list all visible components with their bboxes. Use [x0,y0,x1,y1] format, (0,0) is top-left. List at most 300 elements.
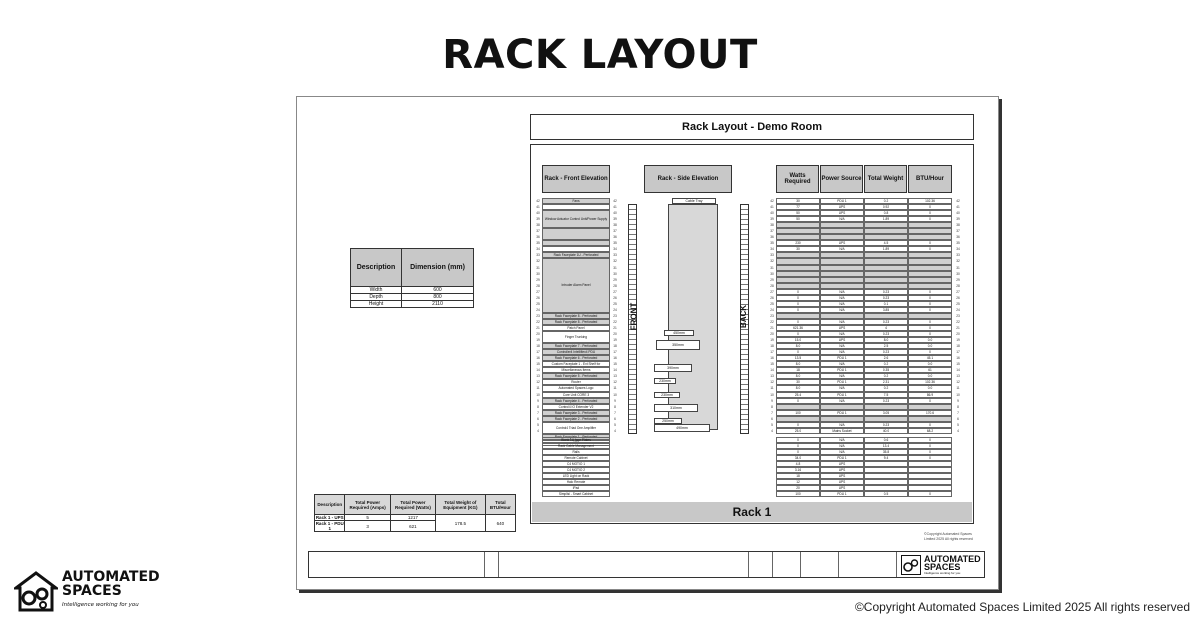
table-cell: 0 [776,443,820,449]
unit-number: 37 [770,229,774,234]
summary-cell: 1217 [390,515,435,521]
unit-number: 27 [613,289,617,294]
unit-number: 27 [956,289,960,294]
unit-number: 42 [536,199,540,203]
unit-number: 19 [956,338,960,343]
unit-number: 24 [770,307,774,312]
table-cell: UPS [820,461,864,467]
unit-number: 14 [956,368,960,373]
rack-unit[interactable]: Patch Panel [542,325,610,331]
title-block-sheet [839,552,897,577]
unit-number: 27 [770,289,774,294]
table-cell: 0 [776,331,820,337]
table-cell: 20 [776,485,820,491]
table-cell: 13.4 [864,443,908,449]
table-cell: 0.23 [864,349,908,355]
unit-number: 22 [536,319,540,324]
footer-copyright: ©Copyright Automated Spaces Limited 2025 All rights reserved [854,600,1190,614]
table-cell: 1.89 [864,216,908,222]
unit-number: 8 [957,404,959,409]
unit-number: 38 [956,223,960,228]
unit-number: 30 [956,271,960,276]
table-cell: 0 [776,319,820,325]
side-device: 230mm [654,392,680,398]
rack-unit[interactable]: Rack Faceplate 3 - Perforated [542,410,610,416]
table-cell: UPS [820,204,864,210]
unit-number: 6 [537,416,539,421]
table-cell: N/A [820,385,864,391]
table-cell: PDU 1 [820,379,864,385]
unit-number: 13 [536,374,540,379]
unit-number: 19 [770,338,774,343]
table-cell: N/A [820,246,864,252]
unit-number: 26 [536,295,540,300]
table-cell: PDU 1 [820,367,864,373]
table-cell: 0.2 [864,361,908,367]
list-item: C4 MOTIO 2 [542,467,610,473]
unit-number: 31 [956,265,960,270]
unit-number: 13 [613,374,617,379]
unit-number: 33 [613,253,617,258]
unit-number: 12 [770,380,774,385]
table-cell: N/A [820,361,864,367]
table-cell: 0 [776,349,820,355]
title-block-date [749,552,773,577]
table-cell: PDU 1 [820,355,864,361]
rack-unit[interactable]: Router [542,379,610,385]
table-cell: 0 [908,295,952,301]
table-row [351,294,474,301]
table-cell: N/A [820,437,864,443]
unit-number: 4 [771,428,773,433]
unit-number: 5 [957,422,959,427]
dim-label: Width [351,287,402,294]
list-item: Rails [542,449,610,455]
unit-number: 33 [536,253,540,258]
table-cell: N/A [820,443,864,449]
summary-cell: 178.5 [436,515,486,532]
rack-unit[interactable]: Rack Faceplate 1 - Perforated [542,434,610,440]
table-cell: 0 [908,398,952,404]
table-cell: N/A [820,343,864,349]
unit-number: 21 [536,325,540,330]
unit-number: 40 [770,211,774,216]
table-cell: 0.92 [864,204,908,210]
unit-number: 16 [770,356,774,361]
unit-number: 30 [613,271,617,276]
unit-number: 42 [770,199,774,203]
table-cell: 0.5 [864,491,908,497]
rack-unit[interactable]: Miscellaneous Items [542,367,610,373]
unit-number: 12 [536,380,540,385]
summary-header: Description [315,495,345,515]
extra-items-list [542,437,610,497]
unit-number: 5 [537,422,539,427]
table-cell: 13.5 [776,355,820,361]
unit-number: 20 [536,332,540,337]
table-cell: 0.23 [864,331,908,337]
unit-number: 32 [770,259,774,264]
list-item: Remote Cabinet [542,455,610,461]
unit-number: 39 [956,217,960,222]
table-cell: 0.2 [864,198,908,204]
side-elevation-header: Rack - Side Elevation [644,165,732,193]
table-cell: 0.23 [864,422,908,428]
table-cell: 8.0 [776,343,820,349]
unit-number: 9 [614,398,616,403]
table-cell: UPS [820,485,864,491]
unit-number: 13 [956,374,960,379]
table-cell: 0 [908,443,952,449]
unit-number: 25 [536,301,540,306]
table-cell: 18 [776,367,820,373]
unit-number: 26 [956,295,960,300]
back-label: BACK [739,304,749,329]
unit-number: 8 [537,404,539,409]
rack-unit[interactable]: Control4 IO Extender V2 [542,404,610,410]
unit-number: 24 [613,307,617,312]
unit-number: 41 [770,205,774,210]
unit-number: 7 [957,410,959,415]
unit-number: 31 [613,265,617,270]
unit-number: 29 [613,277,617,282]
title-block-drawn [773,552,801,577]
rack-unit[interactable]: Rack Faceplate 2 - Perforated [542,416,610,422]
unit-number: 39 [536,217,540,222]
table-cell: 30 [776,379,820,385]
table-cell: 0 [908,216,952,222]
table-cell: N/A [820,422,864,428]
table-cell: 0 [908,240,952,246]
table-cell: 0.0 [908,337,952,343]
table-cell: 35.8 [864,449,908,455]
unit-number: 28 [770,283,774,288]
list-item: Halo Remote [542,479,610,485]
rack-unit[interactable]: UPS [542,440,610,446]
summary-table [314,494,516,532]
unit-number: 8 [614,404,616,409]
unit-number: 9 [537,398,539,403]
table-cell: 0.2 [864,373,908,379]
table-row [776,428,952,434]
rack-unit[interactable] [542,228,610,240]
unit-number: 18 [770,344,774,349]
table-cell: Mains Socket [820,428,864,434]
table-cell: 0.6 [864,437,908,443]
unit-number: 36 [956,235,960,240]
rack-unit[interactable]: Rack Faceplate 1U - Perforated [542,252,610,258]
unit-number: 5 [771,422,773,427]
rack-unit[interactable]: Fans [542,198,610,204]
unit-number: 20 [956,332,960,337]
table-cell: 0 [908,204,952,210]
unit-number: 39 [770,217,774,222]
unit-number: 34 [956,247,960,252]
table-cell: 0.8 [864,210,908,216]
table-cell: 102.36 [908,198,952,204]
unit-number: 29 [536,277,540,282]
unit-number: 18 [536,344,540,349]
title-block-brand [898,552,984,577]
table-cell: 7.5 [864,392,908,398]
house-gear-icon [14,570,58,612]
title-block-brand-tag: Intelligence working for you [924,570,961,575]
table-cell: 0 [908,307,952,313]
rack-unit[interactable]: Controller4 Intelliflex4 PDU [542,349,610,355]
unit-number: 27 [536,289,540,294]
rack-unit[interactable]: Rack Faceplate 5 - Perforated [542,373,610,379]
unit-number: 7 [771,410,773,415]
unit-number: 37 [613,229,617,234]
table-cell: PDU 1 [820,491,864,497]
unit-number: 16 [536,356,540,361]
table-cell: 230 [776,240,820,246]
unit-number: 25 [956,301,960,306]
unit-number: 11 [956,386,960,391]
table-cell: 0 [908,437,952,443]
table-cell: 621.36 [776,325,820,331]
unit-number: 14 [536,368,540,373]
unit-number: 10 [613,392,617,397]
summary-cell: 621 [390,521,435,532]
table-cell: 0 [908,349,952,355]
unit-number: 37 [536,229,540,234]
table-cell: 170.6 [908,410,952,416]
table-cell: 3.05 [864,410,908,416]
table-cell: N/A [820,289,864,295]
dim-value: 800 [401,294,473,301]
title-block-scale [801,552,839,577]
summary-cell: 640 [485,515,515,532]
table-cell: 0.0 [908,361,952,367]
front-label: FRONT [629,302,639,331]
table-cell: 0 [776,398,820,404]
table-cell: 8.0 [776,373,820,379]
table-cell: 4 [864,325,908,331]
unit-number: 17 [536,350,540,355]
unit-number: 14 [770,368,774,373]
dimensions-table [350,248,474,308]
unit-number: 16 [613,356,617,361]
rack-unit[interactable]: Window Actuator Control Unit/Power Supply [542,210,610,228]
page-headline: RACK LAYOUT [442,32,758,78]
rack-unit[interactable]: Intruder Alarm Panel [542,258,610,312]
unit-number: 34 [770,247,774,252]
rack-unit[interactable]: Finger Trunking [542,331,610,343]
table-cell: 50 [776,216,820,222]
summary-cell: 3 [345,521,390,532]
table-cell: 25.4 [776,392,820,398]
table-cell: N/A [820,449,864,455]
unit-number: 22 [613,319,617,324]
table-cell: 100 [776,410,820,416]
unit-number: 34 [536,247,540,252]
dim-value: 2110 [401,301,473,308]
table-cell: 18 [776,473,820,479]
rack-unit[interactable]: Rack Faceplate 8 - Perforated [542,319,610,325]
unit-number: 9 [771,398,773,403]
unit-number: 40 [956,211,960,216]
unit-number: 10 [956,392,960,397]
table-cell: 45.1 [908,355,952,361]
unit-number: 12 [613,380,617,385]
table-cell: PDU 1 [820,455,864,461]
rack-unit[interactable]: Rack Faceplate 7 - Perforated [542,343,610,349]
summary-cell: 5 [345,515,390,521]
unit-number: 15 [956,362,960,367]
title-block-notes [499,552,749,577]
table-cell: 25.0 [776,428,820,434]
rack-unit[interactable]: Rack Faceplate 8 - Perforated [542,313,610,319]
rack-unit[interactable]: Automated Spaces Logo [542,385,610,391]
table-cell: PDU 1 [820,392,864,398]
brand-gear-icon [901,555,921,575]
dim-value: 600 [401,287,473,294]
side-device: 490mm [654,424,710,432]
unit-numbers-data-right [954,198,962,434]
table-cell: 0 [908,331,952,337]
table-cell: 0 [776,307,820,313]
front-elevation [542,198,610,446]
unit-number: 15 [536,362,540,367]
unit-number: 5 [614,422,616,427]
table-cell: 0 [908,246,952,252]
unit-number: 15 [770,362,774,367]
table-cell: UPS [820,325,864,331]
extra-items-data [776,437,952,497]
rack-unit[interactable]: Control4 Triad One Amplifier [542,422,610,434]
rack-unit[interactable]: Rack Faceplate 4 - Perforated [542,398,610,404]
unit-number: 15 [613,362,617,367]
table-cell: 0 [776,289,820,295]
unit-number: 12 [956,380,960,385]
table-cell: 50 [776,210,820,216]
table-cell: 1.89 [864,246,908,252]
table-cell: 77 [776,204,820,210]
table-cell: PDU 1 [820,198,864,204]
table-cell: N/A [820,307,864,313]
unit-number: 42 [613,199,617,203]
list-item: C4 MOTIO 1 [542,461,610,467]
table-cell: 0.2 [864,385,908,391]
table-cell: 0 [908,449,952,455]
rack-unit[interactable]: Core Unit CORE 3 [542,392,610,398]
table-cell: 0 [908,325,952,331]
table-cell: 0 [908,455,952,461]
dim-header-description: Description [351,249,402,287]
table-cell: UPS [820,467,864,473]
summary-header: Total Weight of Equipment (KG) [436,495,486,515]
summary-header: Total Power Required (Watts) [390,495,435,515]
side-device: 250mm [654,418,682,424]
unit-number: 13 [770,374,774,379]
unit-number: 38 [770,223,774,228]
table-cell: N/A [820,398,864,404]
rack-name-footer: Rack 1 [532,502,972,522]
list-item: Rack Cable Management [542,443,610,449]
unit-number: 40 [536,211,540,216]
unit-number: 17 [956,350,960,355]
summary-cell: Rack 1 - UPS [315,515,344,520]
unit-number: 40 [613,211,617,216]
table-cell: 3.85 [864,307,908,313]
table-cell: 15.0 [776,337,820,343]
table-cell: 102.36 [908,379,952,385]
unit-number: 4 [957,428,959,433]
logo-line2: SPACES [62,583,122,599]
table-cell: 8.0 [776,385,820,391]
unit-number: 19 [613,338,617,343]
unit-number: 30 [536,271,540,276]
unit-number: 39 [613,217,617,222]
table-row [776,491,952,497]
rack-unit[interactable]: Custom Faceplate 1 - Ext Shelf for [542,361,610,367]
unit-number: 18 [956,344,960,349]
unit-number: 10 [536,392,540,397]
table-cell: 0 [776,301,820,307]
side-device: 350mm [656,340,700,350]
btu-header: BTU/Hour [908,165,952,193]
table-cell: UPS [820,479,864,485]
sheet-copyright: ©Copyright Automated Spaces Limited 2025 All rights reserved [924,532,973,541]
title-block-brand-line2: SPACES [924,561,961,572]
table-cell: 0.23 [864,398,908,404]
unit-number: 16 [956,356,960,361]
equipment-data-table [776,198,952,434]
rack-unit[interactable]: Rack Faceplate 6 - Perforated [542,355,610,361]
unit-number: 35 [956,241,960,246]
unit-number: 22 [770,319,774,324]
table-row [351,287,474,294]
table-cell: 4.5 [864,240,908,246]
unit-number: 23 [770,313,774,318]
table-cell: 40.0 [864,428,908,434]
unit-number: 31 [770,265,774,270]
table-cell: 30 [776,198,820,204]
unit-number: 11 [613,386,617,391]
unit-number: 22 [956,319,960,324]
unit-number: 14 [613,368,617,373]
logo-line1: AUTOMATED [62,569,160,585]
list-item: LED Light on Rack [542,473,610,479]
unit-number: 4 [537,428,539,433]
table-cell: 0 [776,449,820,455]
unit-number: 6 [614,416,616,421]
unit-number: 4 [614,428,616,433]
unit-number: 35 [536,241,540,246]
unit-numbers-data-left [768,198,776,434]
side-device: 230mm [654,378,676,384]
table-cell: 68.2 [908,428,952,434]
side-device: 310mm [654,404,698,412]
front-elevation-header: Rack - Front Elevation [542,165,610,193]
table-cell: 0 [908,319,952,325]
unit-number: 26 [613,295,617,300]
unit-number: 21 [613,325,617,330]
unit-number: 18 [613,344,617,349]
table-cell: 0 [776,437,820,443]
unit-number: 6 [957,416,959,421]
unit-number: 37 [956,229,960,234]
side-device: 390mm [654,364,692,372]
table-cell: 8.0 [864,337,908,343]
table-cell: 8.0 [776,361,820,367]
unit-number: 25 [613,301,617,306]
table-cell: 0 [908,422,952,428]
brand-logo[interactable] [14,570,160,612]
unit-number: 41 [956,205,960,210]
unit-number: 42 [956,199,960,203]
